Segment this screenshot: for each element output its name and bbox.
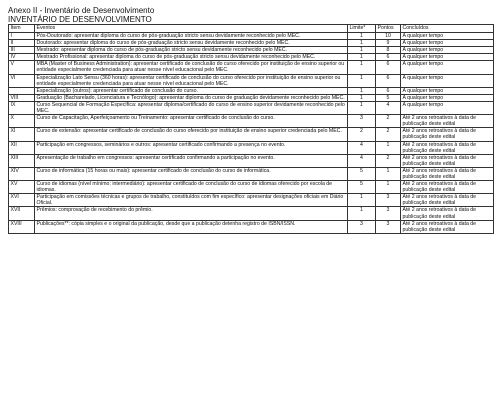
- cell-concluidos: A qualquer tempo: [401, 47, 494, 54]
- cell-item: IV: [9, 54, 35, 61]
- cell-limite: 5: [348, 181, 376, 194]
- cell-pontos: 3: [376, 194, 401, 207]
- cell-item: II: [9, 40, 35, 47]
- cell-concluidos: Até 2 anos retroativos à data de publicação deste edital: [401, 181, 494, 194]
- col-header-limite: Limite*: [348, 25, 376, 33]
- col-header-concluidos: Concluídos: [401, 25, 494, 33]
- cell-evento: Apresentação de trabalho em congressos: apresentar certificado confirmando a participação no evento.: [35, 154, 348, 167]
- table-row: [9, 54, 494, 61]
- table-row: [9, 61, 494, 74]
- cell-limite: 1: [348, 94, 376, 101]
- col-header-pontos: Pontos: [376, 25, 401, 33]
- cell-concluidos: Até 2 anos retroativos à data de publicação deste edital: [401, 115, 494, 128]
- table-row: [9, 40, 494, 47]
- cell-concluidos: Até 2 anos retroativos à data de publicação deste edital: [401, 128, 494, 141]
- cell-evento: Curso de Capacitação, Aperfeiçoamento ou Treinamento: apresentar certificado de conclusão do curso.: [35, 115, 348, 128]
- col-header-eventos: Eventos: [35, 25, 348, 33]
- header-row: [9, 25, 494, 33]
- cell-evento: Curso de informática (15 horas ou mais): apresentar certificado de conclusão do curso de informática.: [35, 167, 348, 180]
- cell-concluidos: Até 2 anos retroativos à data de publicação deste edital: [401, 220, 494, 233]
- cell-limite: 1: [348, 87, 376, 94]
- cell-concluidos: A qualquer tempo: [401, 33, 494, 40]
- cell-limite: 1: [348, 54, 376, 61]
- cell-evento: Graduação (Bacharelado, Licenciatura e Tecnólogo): apresentar diploma do curso de graduação devidamente reconhecido pelo MEC.: [35, 94, 348, 101]
- cell-pontos: 3: [376, 207, 401, 220]
- cell-evento: Publicações**: cópia simples e o original da publicação, desde que a publicação detenha registro de ISBN/ISSN.: [35, 220, 348, 233]
- cell-item: IX: [9, 101, 35, 114]
- col-header-item: Item: [9, 25, 35, 33]
- cell-item: VI: [9, 74, 35, 87]
- annex-title: Anexo II - Inventário de Desenvolvimento: [8, 6, 155, 15]
- cell-limite: 4: [348, 154, 376, 167]
- cell-limite: 1: [348, 101, 376, 114]
- cell-item: XV: [9, 181, 35, 194]
- cell-item: VIII: [9, 94, 35, 101]
- cell-evento: Curso Sequencial de Formação Específica: apresentar diploma/certificado do curso de ensino superior devidamente reconhecido pelo MEC.: [35, 101, 348, 114]
- cell-pontos: 6: [376, 54, 401, 61]
- cell-concluidos: Até 2 anos retroativos à data de publicação deste edital: [401, 141, 494, 154]
- cell-pontos: 6: [376, 61, 401, 74]
- cell-evento: Mestrado Profissional: apresentar diploma do curso de pós-graduação stricto sensu devidamente reconhecido pelo MEC.: [35, 54, 348, 61]
- cell-limite: 1: [348, 74, 376, 87]
- cell-concluidos: Até 2 anos retroativos à data de publicação deste edital: [401, 154, 494, 167]
- table-row: [9, 101, 494, 114]
- table-row: [9, 33, 494, 40]
- cell-concluidos: A qualquer tempo: [401, 54, 494, 61]
- document-header: [8, 6, 488, 24]
- cell-limite: 1: [348, 40, 376, 47]
- cell-evento: Participação em comissões técnicas e grupos de trabalho, constituídos com fim específico: apresentar designações oficiais em Diário Oficial.: [35, 194, 348, 207]
- table-title: INVENTÁRIO DE DESENVOLVIMENTO: [8, 15, 152, 24]
- cell-concluidos: Até 2 anos retroativos à data de publicação deste edital: [401, 167, 494, 180]
- cell-item: XVI: [9, 194, 35, 207]
- cell-evento: Especialização (outros): apresentar certificado de conclusão do curso.: [35, 87, 348, 94]
- cell-item: XIV: [9, 167, 35, 180]
- cell-item: X: [9, 115, 35, 128]
- cell-item: III: [9, 47, 35, 54]
- cell-pontos: 1: [376, 181, 401, 194]
- cell-evento: Especialização Lato Sensu (360 horas): apresentar certificado de conclusão do curso oferecido por instituição de ensino superior ou entidade especialmente credenciada para atuar nesse nível educacional pelo MEC.: [35, 74, 348, 87]
- cell-limite: 1: [348, 207, 376, 220]
- cell-limite: 1: [348, 33, 376, 40]
- cell-evento: Curso de idiomas (nível mínimo: intermediário): apresentar certificado de conclusão do curso de idiomas oferecido por escola de idiomas.: [35, 181, 348, 194]
- cell-evento: Prêmios: comprovação de recebimento do prêmio.: [35, 207, 348, 220]
- cell-evento: Doutorado: apresentar diploma do curso de pós-graduação stricto sensu devidamente reconhecido pelo MEC.: [35, 40, 348, 47]
- cell-limite: 1: [348, 47, 376, 54]
- cell-concluidos: A qualquer tempo: [401, 40, 494, 47]
- table-body: [9, 33, 494, 234]
- cell-limite: 3: [348, 115, 376, 128]
- table-row: [9, 115, 494, 128]
- cell-pontos: 6: [376, 87, 401, 94]
- table-row: [9, 194, 494, 207]
- cell-concluidos: A qualquer tempo: [401, 87, 494, 94]
- cell-evento: Participação em congressos, seminários e outros: apresentar certificado confirmando a presença no evento.: [35, 141, 348, 154]
- cell-pontos: 5: [376, 94, 401, 101]
- cell-evento: MBA (Master of Business Administration): apresentar certificado de conclusão do curso oferecido por instituição de ensino superior ou entidade especialmente credenciada para atuar nesse nível educacional pelo MEC.: [35, 61, 348, 74]
- cell-pontos: 4: [376, 101, 401, 114]
- cell-pontos: 1: [376, 141, 401, 154]
- cell-pontos: 3: [376, 220, 401, 233]
- table-row: [9, 141, 494, 154]
- cell-item: I: [9, 33, 35, 40]
- cell-item: XVIII: [9, 220, 35, 233]
- cell-pontos: 9: [376, 40, 401, 47]
- cell-evento: Mestrado: apresentar diploma do curso de pós-graduação stricto sensu devidamente reconhecido pelo MEC.: [35, 47, 348, 54]
- table-row: [9, 181, 494, 194]
- cell-item: V: [9, 61, 35, 74]
- cell-pontos: 2: [376, 128, 401, 141]
- cell-item: XIII: [9, 154, 35, 167]
- cell-item: [9, 87, 35, 94]
- cell-evento: Pós-Doutorado: apresentar diploma do curso de pós-graduação stricto sensu devidamente reconhecido pelo MEC.: [35, 33, 348, 40]
- table-row: [9, 220, 494, 233]
- cell-item: XVII: [9, 207, 35, 220]
- cell-pontos: 1: [376, 167, 401, 180]
- cell-limite: 5: [348, 167, 376, 180]
- cell-concluidos: Até 2 anos retroativos à data de publicação deste edital: [401, 194, 494, 207]
- table-row: [9, 87, 494, 94]
- cell-evento: Curso de extensão: apresentar certificado de conclusão do curso oferecido por instituição de ensino superior credenciada pelo MEC.: [35, 128, 348, 141]
- cell-pontos: 2: [376, 154, 401, 167]
- cell-pontos: 2: [376, 115, 401, 128]
- cell-concluidos: A qualquer tempo: [401, 101, 494, 114]
- cell-concluidos: A qualquer tempo: [401, 61, 494, 74]
- table-row: [9, 207, 494, 220]
- table-row: [9, 74, 494, 87]
- cell-limite: 2: [348, 128, 376, 141]
- cell-pontos: 10: [376, 33, 401, 40]
- cell-concluidos: A qualquer tempo: [401, 74, 494, 87]
- table-row: [9, 94, 494, 101]
- table-row: [9, 128, 494, 141]
- cell-limite: 3: [348, 220, 376, 233]
- cell-item: XII: [9, 141, 35, 154]
- inventory-table: [8, 24, 494, 234]
- cell-concluidos: Até 2 anos retroativos à data de publicação deste edital: [401, 207, 494, 220]
- cell-limite: 1: [348, 61, 376, 74]
- cell-pontos: 6: [376, 74, 401, 87]
- table-row: [9, 167, 494, 180]
- cell-concluidos: A qualquer tempo: [401, 94, 494, 101]
- cell-limite: 4: [348, 141, 376, 154]
- cell-pontos: 8: [376, 47, 401, 54]
- cell-limite: 1: [348, 194, 376, 207]
- cell-item: XI: [9, 128, 35, 141]
- table-row: [9, 47, 494, 54]
- table-row: [9, 154, 494, 167]
